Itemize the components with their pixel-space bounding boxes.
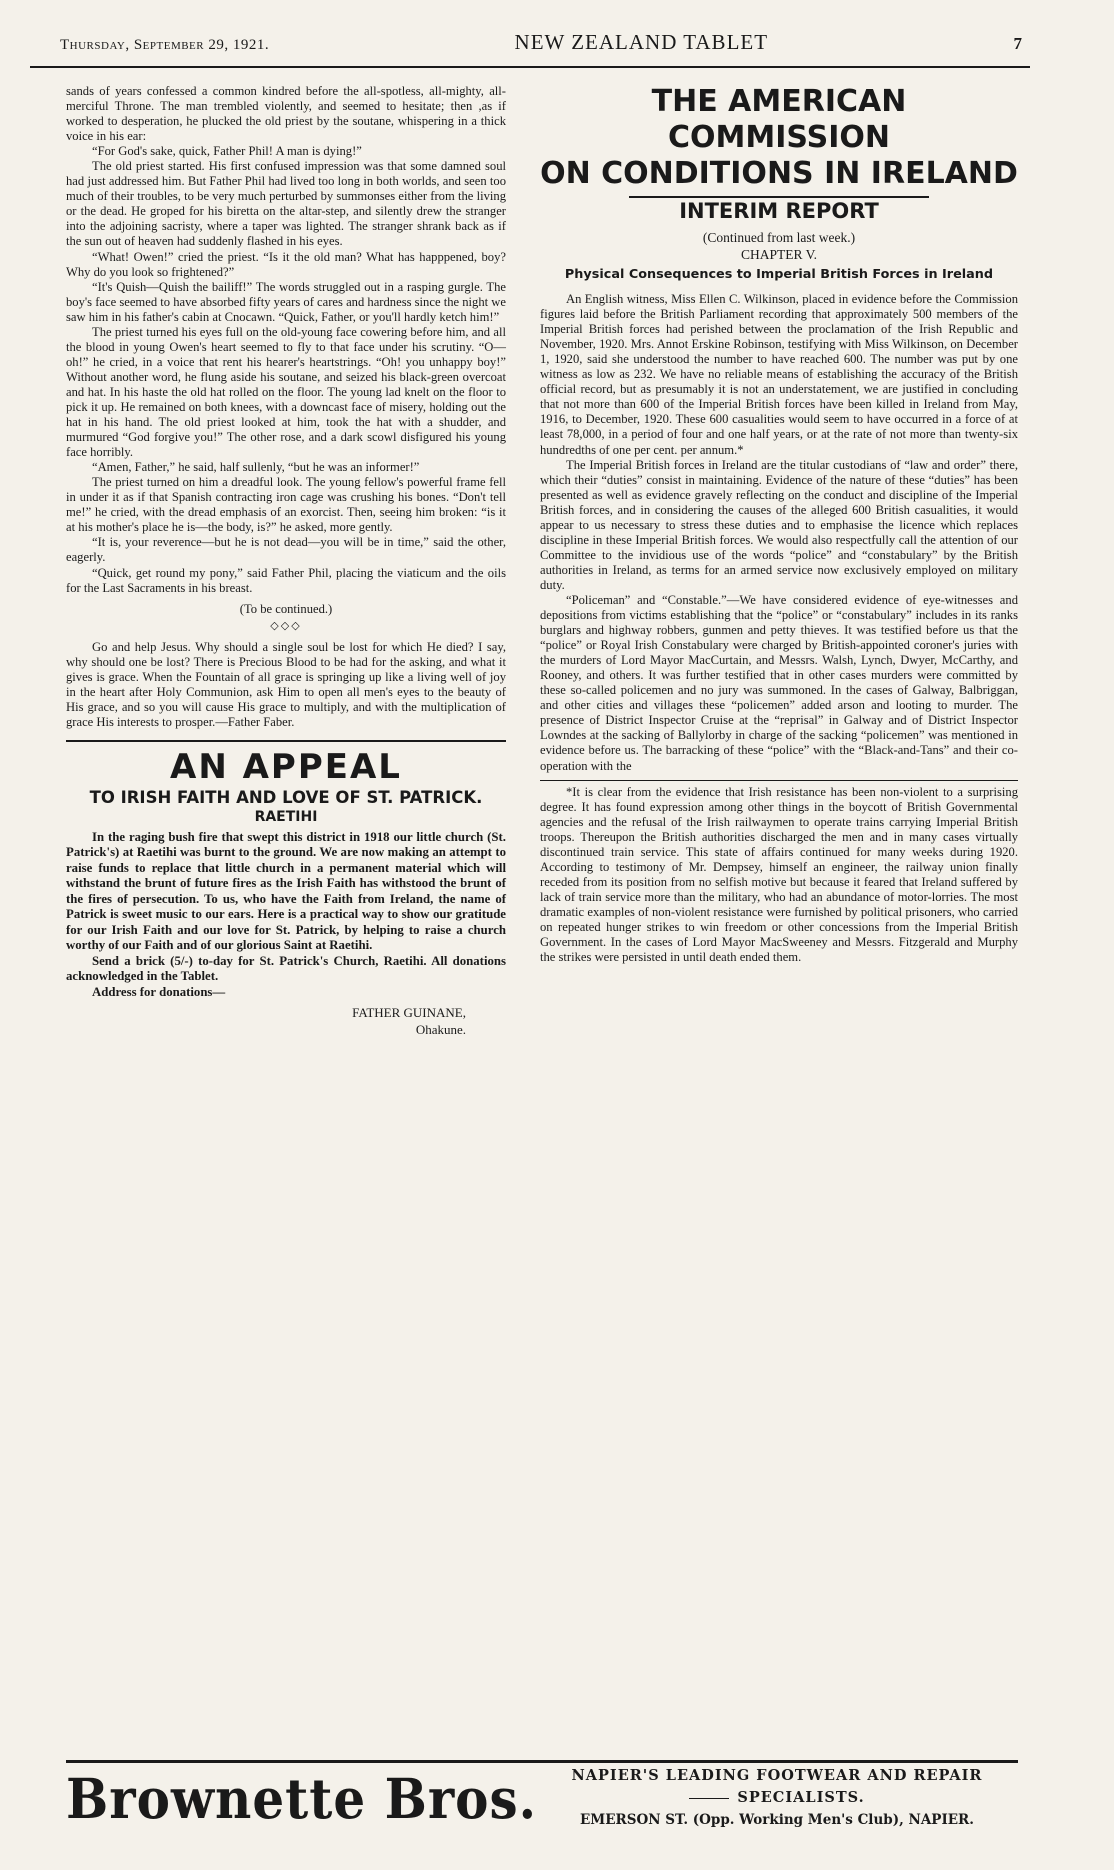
brownette-advert (66, 1760, 1018, 1833)
advert-line-3: EMERSON ST. (Opp. Working Men's Club), NAPIER. (580, 1812, 974, 1828)
page-number: 7 (1013, 34, 1022, 53)
story-continuation (66, 84, 506, 730)
right-column (540, 84, 1018, 965)
masthead (30, 30, 1030, 68)
to-be-continued: (To be continued.) (239, 601, 333, 616)
appeal-address-label: Address for donations— (92, 984, 226, 999)
story-paragraph: “Amen, Father,” he said, half sullenly, “but he was an informer!” (92, 460, 420, 475)
appeal-place: RAETIHI (254, 808, 318, 825)
story-paragraph: “Quick, get round my pony,” said Father Phil, placing the viaticum and the oils for the Last Sacraments in his breast. (66, 565, 506, 595)
story-paragraph: “It is, your reverence—but he is not dead—you will be in time,” said the other, eagerly. (66, 535, 506, 565)
appeal-title: AN APPEAL (170, 746, 402, 787)
interim-report-heading: INTERIM REPORT (629, 196, 929, 219)
continued-note: (Continued from last week.) (702, 230, 856, 246)
commission-headline (540, 84, 1018, 192)
advert-line-2-wrap (536, 1787, 1018, 1809)
advert-details (536, 1765, 1018, 1831)
advert-rule (689, 1798, 729, 1799)
story-paragraph: “What! Owen!” cried the priest. “Is it the old man? What has happpened, boy? Why do you look so frightened?” (66, 249, 506, 279)
section-subhead: Physical Consequences to Imperial British Forces in Ireland (564, 267, 994, 283)
left-column (66, 84, 506, 1038)
faber-quote: Go and help Jesus. Why should a single soul be lost for which He died? I say, why should one be lost? There is Precious Blood to be had for the asking, and what it gives is grace. When the Fountain of all grace is springing up like a living well of joy in the heart after Holy Communion, ask Him to open all men's eyes to the beauty of His grace, and so you will cause His grace to multiply, and with the multiplication of grace His interests to prosper.—Father Faber. (66, 639, 506, 729)
story-paragraph: “It's Quish—Quish the bailiff!” The words struggled out in a rasping gurgle. The boy's face seemed to have absorbed fifty years of cares and hardness since the night we saw him in his father's cabin at Cnocawn. “Quick, Father, or you'll hardly ketch him!” (66, 279, 506, 324)
story-paragraph: The priest turned his eyes full on the old-young face cowering before him, and all the blood in young Owen's heart seemed to fly to that face under his scrutiny. “O—oh!” he cried, in a voice that rent his hearer's heartstrings. “Oh! you unhappy boy!” Without another word, he flung aside his soutane, and seized his black-green overcoat and hat. In his haste the old hat rolled on the floor. The young lad knelt on the floor to pick it up. He remained on both knees, with a downcast face of misery, holding out the hat in his hand. The old priest looked at him, took the hat with a shudder, and murmured “God forgive you!” The other rose, and a dark scowl disfigured his young face horribly. (66, 324, 506, 460)
appeal-sign-place: Ohakune. (415, 1022, 466, 1038)
story-paragraph: “For God's sake, quick, Father Phil! A man is dying!” (92, 144, 362, 159)
advert-line-2: SPECIALISTS. (737, 1789, 865, 1806)
divider-ornament: ◇◇◇ (270, 619, 302, 632)
chapter-heading: CHAPTER V. (740, 247, 818, 263)
story-paragraph: The priest turned on him a dreadful look. The young fellow's powerful frame fell in under it as if that Spanish contracting iron cage was crushing his bones. “Don't tell me!” he cried, with the dread emphasis of an exorcist. Then, seeing him broken: “is it at his mother's place he is—the body, is?” he asked, more gently. (66, 475, 506, 535)
appeal-body: In the raging bush fire that swept this district in 1918 our little church (St. Patrick's) at Raetihi was burnt to the ground. We are now making an attempt to raise funds to replace that little church in a permanent material which will withstand the brunt of future fires as the Irish Faith has withstood the brunt of the fires of persecution. To us, who have the Faith from Ireland, the name of Patrick is sweet music to our ears. Here is a practical way to show our gratitude for our Irish Faith and our love for St. Patrick, by helping to raise a church worthy of our Faith and of our glorious Saint at Raetihi. (66, 829, 506, 953)
newspaper-page (30, 30, 1030, 1850)
footnote-text: *It is clear from the evidence that Irish resistance has been non-violent to a surprising degree. It has found expression among other things in the boycott of British Governmental agencies and the refusal of the Irish railwaymen to operate trains carrying Imperial British troops. Thereupon the British authorities discharged the men and in many cases virtually discontinued train service. This state of affairs continued for many weeks during 1920. According to testimony of Mr. Dempsey, himself an engineer, the railway union finally receded from its position from no selfish motive but because it feared that Ireland suffered by lack of train service more than the military, who had an abundance of motor-lorries. The most dramatic examples of non-violent resistance were furnished by political prisoners, who carried on repeated hunger strikes to win freedom or other concessions from the Imperial British Government. In the cases of Lord Mayor MacSweeney and Messrs. Fitzgerald and Murphy the strikes were persisted in until death ended them. (540, 784, 1018, 965)
report-footnote (540, 780, 1018, 966)
headline-line-1: THE AMERICAN COMMISSION (651, 84, 907, 155)
appeal-signature (66, 1004, 466, 1038)
appeal-notice (66, 740, 506, 1039)
report-paragraph: An English witness, Miss Ellen C. Wilkinson, placed in evidence before the Commission figures laid before the British Parliament recording that approximately 500 members of the Imperial British forces had perished between the proclamation of the Irish Republic and November, 1920. Mrs. Annot Erskine Robinson, testifying with Miss Wilkinson, on December 1, 1920, said she understood the number to have reached 600. The number was put by one witness as low as 232. We have no reliable means of establishing the accuracy of the British official record, but as presumably it is not an understatement, we are justified in concluding that not more than 600 of the Imperial British forces have been killed in Ireland from May, 1916, to December, 1920. These 600 casualities would seem to have occurred in a force of at least 78,000, in a period of four and one half years, or at the rate of not more than twenty-six hundredths of one per cent. per annum.* (540, 292, 1018, 457)
appeal-subtitle: TO IRISH FAITH AND LOVE OF ST. PATRICK. (89, 787, 483, 807)
issue-date: Thursday, September 29, 1921. (60, 37, 270, 53)
report-paragraph: “Policeman” and “Constable.”—We have considered evidence of eye-witnesses and depositions from victims establishing that the “police” or “constabulary” includes in its ranks burglars and highway robbers, gunmen and petty thieves. It was testified before us that the “police” or Royal Irish Constabulary were charged by British-appointed coroner's juries with the murders of Lord Mayor MacCurtain, and Messrs. Walsh, Lynch, Dwyer, McCarthy, and Rooney, and others. It was further testified that in other cases murders were committed by these so-called policemen and no jury was summoned. In the cases of Galway, Balbriggan, and other cities and villages these “policemen” added arson and looting to murder. The presence of District Inspector Cruise at the “reprisal” in Galway and of District Inspector Lowndes at the sacking of Ballylorby in charge of the sacking “policemen” was mentioned in evidence before us. The barracking of these “police” with the “Black-and-Tans” and their co-operation with the (540, 592, 1018, 773)
story-paragraph: sands of years confessed a common kindred before the all-spotless, all-mighty, all-merciful Throne. The man trembled violently, and seemed to hesitate; then ,as if worked to desperation, he plucked the old priest by the soutane, whispering in a thick voice in his ear: (66, 84, 506, 144)
story-paragraph: The old priest started. His first confused impression was that some damned soul had just addressed him. But Father Phil had lived too long in both worlds, and seen too much of their troubles, to be very much perturbed by summonses either from the living or the dead. He groped for his biretta on the altar-step, and silently drew the stranger into the adjoining sacristy, where a taper was lighted. The stranger shrank back as if the sun out of heaven had suddenly flashed in his eyes. (66, 159, 506, 249)
paper-title: NEW ZEALAND TABLET (514, 30, 769, 54)
report-paragraph: The Imperial British forces in Ireland are the titular custodians of “law and order” there, which their “duties” consist in maintaining. Evidence of the nature of these “duties” has been presented as well as evidence gravely reflecting on the conduct and discipline of the Imperial British forces, and in considering the causes of the alleged 600 British casualities, it would appear to us necessary to stress these duties and to emphasise the licence which replaces discipline in these Imperial British forces. We would also respectfully call the attention of our Committee to the invidious use of the words “police” and “constabulary” by the British authorities in Ireland, as terms for an armed service now exclusively employed on military duty. (540, 457, 1018, 592)
appeal-signatory: FATHER GUINANE, (352, 1005, 466, 1021)
headline-line-2: ON CONDITIONS IN IRELAND (540, 156, 1018, 191)
advert-business-name: Brownette Bros. (66, 1765, 538, 1831)
advert-line-1: NAPIER'S LEADING FOOTWEAR AND REPAIR (571, 1767, 983, 1784)
appeal-send: Send a brick (5/-) to-day for St. Patrick's Church, Raetihi. All donations acknowledged in the Tablet. (66, 953, 506, 984)
